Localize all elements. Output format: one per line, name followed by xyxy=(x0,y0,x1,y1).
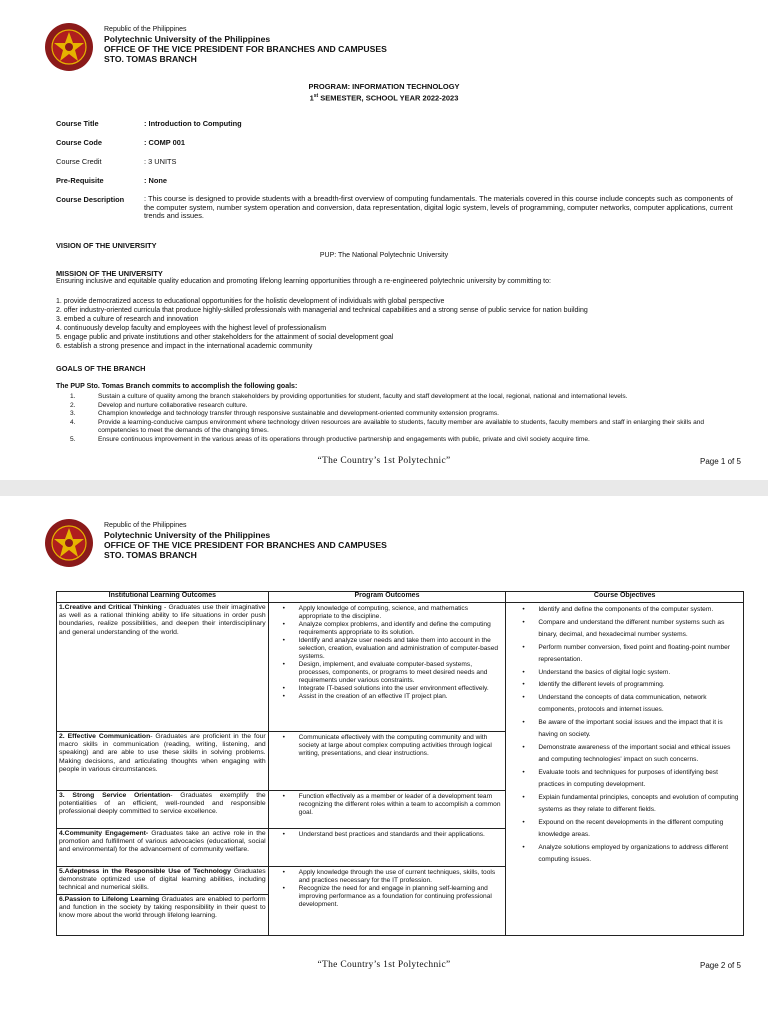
po-group xyxy=(269,829,506,867)
program-heading xyxy=(0,82,768,103)
branch-name: STO. TOMAS BRANCH xyxy=(104,550,197,560)
program-outcome: • Recognize the need for and engage in planning self-learning and improving performance as a foundation for continuing professional development. xyxy=(269,885,502,909)
mission-item: 1. provide democratized access to educational opportunities for the holistic development of individuals with global perspective xyxy=(56,298,445,305)
outcomes-table xyxy=(56,591,744,936)
course-objective: • Compare and understand the different number systems such as binary, decimal, and hexadecimal number systems. xyxy=(506,617,739,642)
goals-list xyxy=(56,393,746,445)
po-group xyxy=(269,603,506,732)
mission-intro: Ensuring inclusive and equitable quality education and promoting lifelong learning opportunities through a re-engineered polytechnic university by committing to: xyxy=(56,278,551,285)
ilo-item: 2. Effective Communication- Graduates are proficient in the four macro skills in communication (reading, writing, listening, and speaking) and are able to use these skills in solving problems. Making decisions, and articulating thoughts when engaging with people in various circumstances. xyxy=(57,732,268,791)
course-objective: • Evaluate tools and techniques for purposes of identifying best practices in computing development. xyxy=(506,767,739,792)
ilo-item: 1.Creative and Critical Thinking - Graduates use their imaginative as well as a rational thinking ability to life situations in order push boundaries, realize possibilities, and deepen their interdisciplinary and general understanding of the world. xyxy=(57,603,268,732)
page-number: Page 1 of 5 xyxy=(700,457,741,466)
course-objective: • Identify and define the components of the computer system. xyxy=(506,604,739,617)
vision-heading: VISION OF THE UNIVERSITY xyxy=(56,241,157,250)
mission-item: 6. establish a strong presence and impact in the international academic community xyxy=(56,343,313,350)
footer-motto: “The Country’s 1st Polytechnic” xyxy=(317,456,451,466)
goal-item: 3. Champion knowledge and technology transfer through responsive sustainable and development-oriented community extension programs. xyxy=(70,410,499,418)
course-title-value: : Introduction to Computing xyxy=(144,119,242,128)
course-objective: • Be aware of the important social issues and the impact that it is having on society. xyxy=(506,717,739,742)
university-name: Polytechnic University of the Philippines xyxy=(104,530,271,540)
program-outcome: • Analyze complex problems, and identify and define the computing requirements appropriate to its solution. xyxy=(269,621,502,637)
university-name: Polytechnic University of the Philippines xyxy=(104,34,271,44)
course-objective: • Understand the basics of digital logic system. xyxy=(506,667,739,680)
goals-intro: The PUP Sto. Tomas Branch commits to accomplish the following goals: xyxy=(56,383,298,390)
program-outcome: • Identify and analyze user needs and take them into account in the selection, creation, evaluation and administration of computer-based systems. xyxy=(269,637,502,661)
goal-item: 5. Ensure continuous improvement in the various areas of its operations through productive partnership and engagements with public, private and civil society acquire time. xyxy=(70,435,590,443)
ilo-item: 4.Community Engagement- Graduates take an active role in the promotion and fulfillment of various advocacies (educational, social and environmental) for the advancement of community welfare. xyxy=(57,829,268,867)
program-outcome: • Apply knowledge of computing, science, and mathematics appropriate to the discipline. xyxy=(269,605,502,621)
mission-item: 3. embed a culture of research and innovation xyxy=(56,316,199,323)
mission-item: 4. continuously develop faculty and employees with the highest level of professionalism xyxy=(56,325,327,332)
course-objective: • Demonstrate awareness of the important social and ethical issues and computing technologies' impact on such concerns. xyxy=(506,742,739,767)
po-group xyxy=(269,867,506,935)
goal-item: 4. Provide a learning-conducive campus environment where technology driven resources are available to students, faculty member are available to students, faculty members and staff in enlarging their skills and competencies to meet the demands of the changing times. xyxy=(70,418,705,435)
branch-name: STO. TOMAS BRANCH xyxy=(104,54,197,64)
course-objective: • Explain fundamental principles, concepts and evolution of computing systems as they relate to different fields. xyxy=(506,792,739,817)
course-objective: • Understand the concepts of data communication, network components, protocols and internet issues. xyxy=(506,692,739,717)
office-name: OFFICE OF THE VICE PRESIDENT FOR BRANCHES AND CAMPUSES xyxy=(104,540,387,550)
course-objective: • Analyze solutions employed by organizations to address different computing issues. xyxy=(506,842,739,867)
ilo-cell xyxy=(57,603,269,936)
column-header: Institutional Learning Outcomes xyxy=(57,592,269,603)
course-code-value: : COMP 001 xyxy=(144,138,185,147)
page-1: Republic of the Philippines Polytechnic University of the Philippines OFFICE OF THE VICE PRESIDENT FOR BRANCHES AND CAMPUSES STO. TOMAS BRANCH PROGRAM: INFORMATION TECHNOLOGY 1st SEMESTER, SCHOOL YEAR 2022-2023 Course Title : Introduction to Computing Course Code : COMP 001 Course Credit : 3 UNITS Pre-Requisite : None Course Description : This course is designed to provide students with a breadth-first overview of computing fundamentals. The materials covered in this course include concepts such as components of the computer system, number system operation and conversion, data representation, digital logic system, levels of programming, computer networks, computer applications, current trends and issues. VISION OF THE UNIVERSITY PUP: The National Polytechnic University MISSION OF THE UNIVERSITY Ensuring inclusive and equitable quality education and promoting lifelong learning opportunities through a re-engineered polytechnic university by committing to: 1. provide democratized access to educational opportunities for the holistic development of individuals with global perspective 2. offer industry-oriented curricula that produce highly-skilled professionals with managerial and technical capabilities and a strong sense of public service for nation building 3. embed a culture of research and innovation 4. continuously develop faculty and employees with the highest level of professionalism 5. engage public and private institutions and other stakeholders for the attainment of social development goal 6. establish a strong presence and impact in the international academic community GOALS OF THE BRANCH The PUP Sto. Tomas Branch commits to accomplish the following goals: 1. Sustain a culture of quality among the branch stakeholders by providing opportunities for student, faculty and staff development at the local, regional, national and international levels. 2. Develop and nurture collaborative research culture. 3. Champion knowledge and technology transfer through responsive sustainable and development-oriented community extension programs. 4. Provide a learning-conducive campus environment where technology driven resources are available to students, faculty member are available to students, faculty members and staff in enlarging their skills and competencies to meet the demands of the changing times. 5. Ensure continuous improvement in the various areas of its operations through productive partnership and engagements with public, private and civil society acquire time. “The Country’s 1st Polytechnic” Page 1 of 5 xyxy=(0,0,768,480)
mission-item: 5. engage public and private institutions and other stakeholders for the attainment of social development goal xyxy=(56,334,394,341)
column-header: Program Outcomes xyxy=(268,592,506,603)
republic-label: Republic of the Philippines xyxy=(104,522,187,529)
program-outcomes-cell xyxy=(268,603,506,936)
program-outcome: • Integrate IT-based solutions into the user environment effectively. xyxy=(269,685,502,693)
goal-item: 1. Sustain a culture of quality among the branch stakeholders by providing opportunities for student, faculty and staff development at the local, regional, national and international levels. xyxy=(70,393,628,400)
program-outcome: • Design, implement, and evaluate computer-based systems, processes, components, or programs to meet desired needs and requirements under various constraints. xyxy=(269,661,502,685)
po-group xyxy=(269,732,506,791)
ilo-item: 5.Adeptness in the Responsible Use of Technology Graduates demonstrate optimized use of digital learning abilities, including technical and numerical skills. xyxy=(57,867,268,895)
program-outcome: • Communicate effectively with the computing community and with society at large about complex computing activities through logical writing, presentations, and clear instructions. xyxy=(269,734,502,758)
program-name: PROGRAM: INFORMATION TECHNOLOGY xyxy=(308,82,460,91)
course-credit-value: : 3 UNITS xyxy=(144,157,177,166)
goals-heading: GOALS OF THE BRANCH xyxy=(56,364,146,373)
program-outcome: • Apply knowledge through the use of current techniques, skills, tools and practices necessary for the IT profession. xyxy=(269,869,502,885)
table-header-row xyxy=(57,592,744,603)
course-objective: • Perform number conversion, fixed point and floating-point number representation. xyxy=(506,642,739,667)
program-outcome: • Function effectively as a member or leader of a development team recognizing the different roles within a team to accomplish a common goal. xyxy=(269,793,502,817)
semester-line: 1st SEMESTER, SCHOOL YEAR 2022-2023 xyxy=(309,92,459,102)
vision-text: PUP: The National Polytechnic University xyxy=(319,252,449,259)
university-seal-icon xyxy=(44,22,94,72)
page-number: Page 2 of 5 xyxy=(700,961,741,970)
ilo-item: 6.Passion to Lifelong Learning Graduates are enabled to perform and function in the society by taking responsibility in their quest to know more about the world through lifelong learning. xyxy=(59,896,266,920)
po-group xyxy=(269,791,506,829)
footer-motto: “The Country’s 1st Polytechnic” xyxy=(317,960,451,970)
mission-item: 2. offer industry-oriented curricula that produce highly-skilled professionals with managerial and technical capabilities and a strong sense of public service for nation building xyxy=(56,307,588,314)
prerequisite-value: : None xyxy=(144,176,167,185)
table-row xyxy=(57,603,744,936)
page-2 xyxy=(0,496,768,1024)
republic-label: Republic of the Philippines xyxy=(104,26,187,33)
course-description-value: : This course is designed to provide students with a breadth-first overview of computing fundamentals. The materials covered in this course include concepts such as components of the computer system, number system operation and conversion, data representation, digital logic system, levels of programming, computer networks, computer applications, current trends and issues. xyxy=(144,194,733,221)
university-seal-icon xyxy=(44,518,94,568)
program-outcome: • Understand best practices and standards and their applications. xyxy=(269,831,502,839)
ilo-item: 3. Strong Service Orientation- Graduates exemplify the potentialities of an efficient, well-rounded and responsible professional deeply committed to service excellence. xyxy=(57,791,268,829)
mission-heading: MISSION OF THE UNIVERSITY xyxy=(56,269,163,278)
office-name: OFFICE OF THE VICE PRESIDENT FOR BRANCHES AND CAMPUSES xyxy=(104,44,387,54)
course-objective: • Identify the different levels of programming. xyxy=(506,679,739,692)
program-outcome: • Assist in the creation of an effective IT project plan. xyxy=(269,693,502,701)
course-objectives-cell xyxy=(506,603,744,936)
goal-item: 2. Develop and nurture collaborative research culture. xyxy=(70,401,248,409)
course-objective: • Expound on the recent developments in the different computing knowledge areas. xyxy=(506,817,739,842)
column-header: Course Objectives xyxy=(506,592,744,603)
